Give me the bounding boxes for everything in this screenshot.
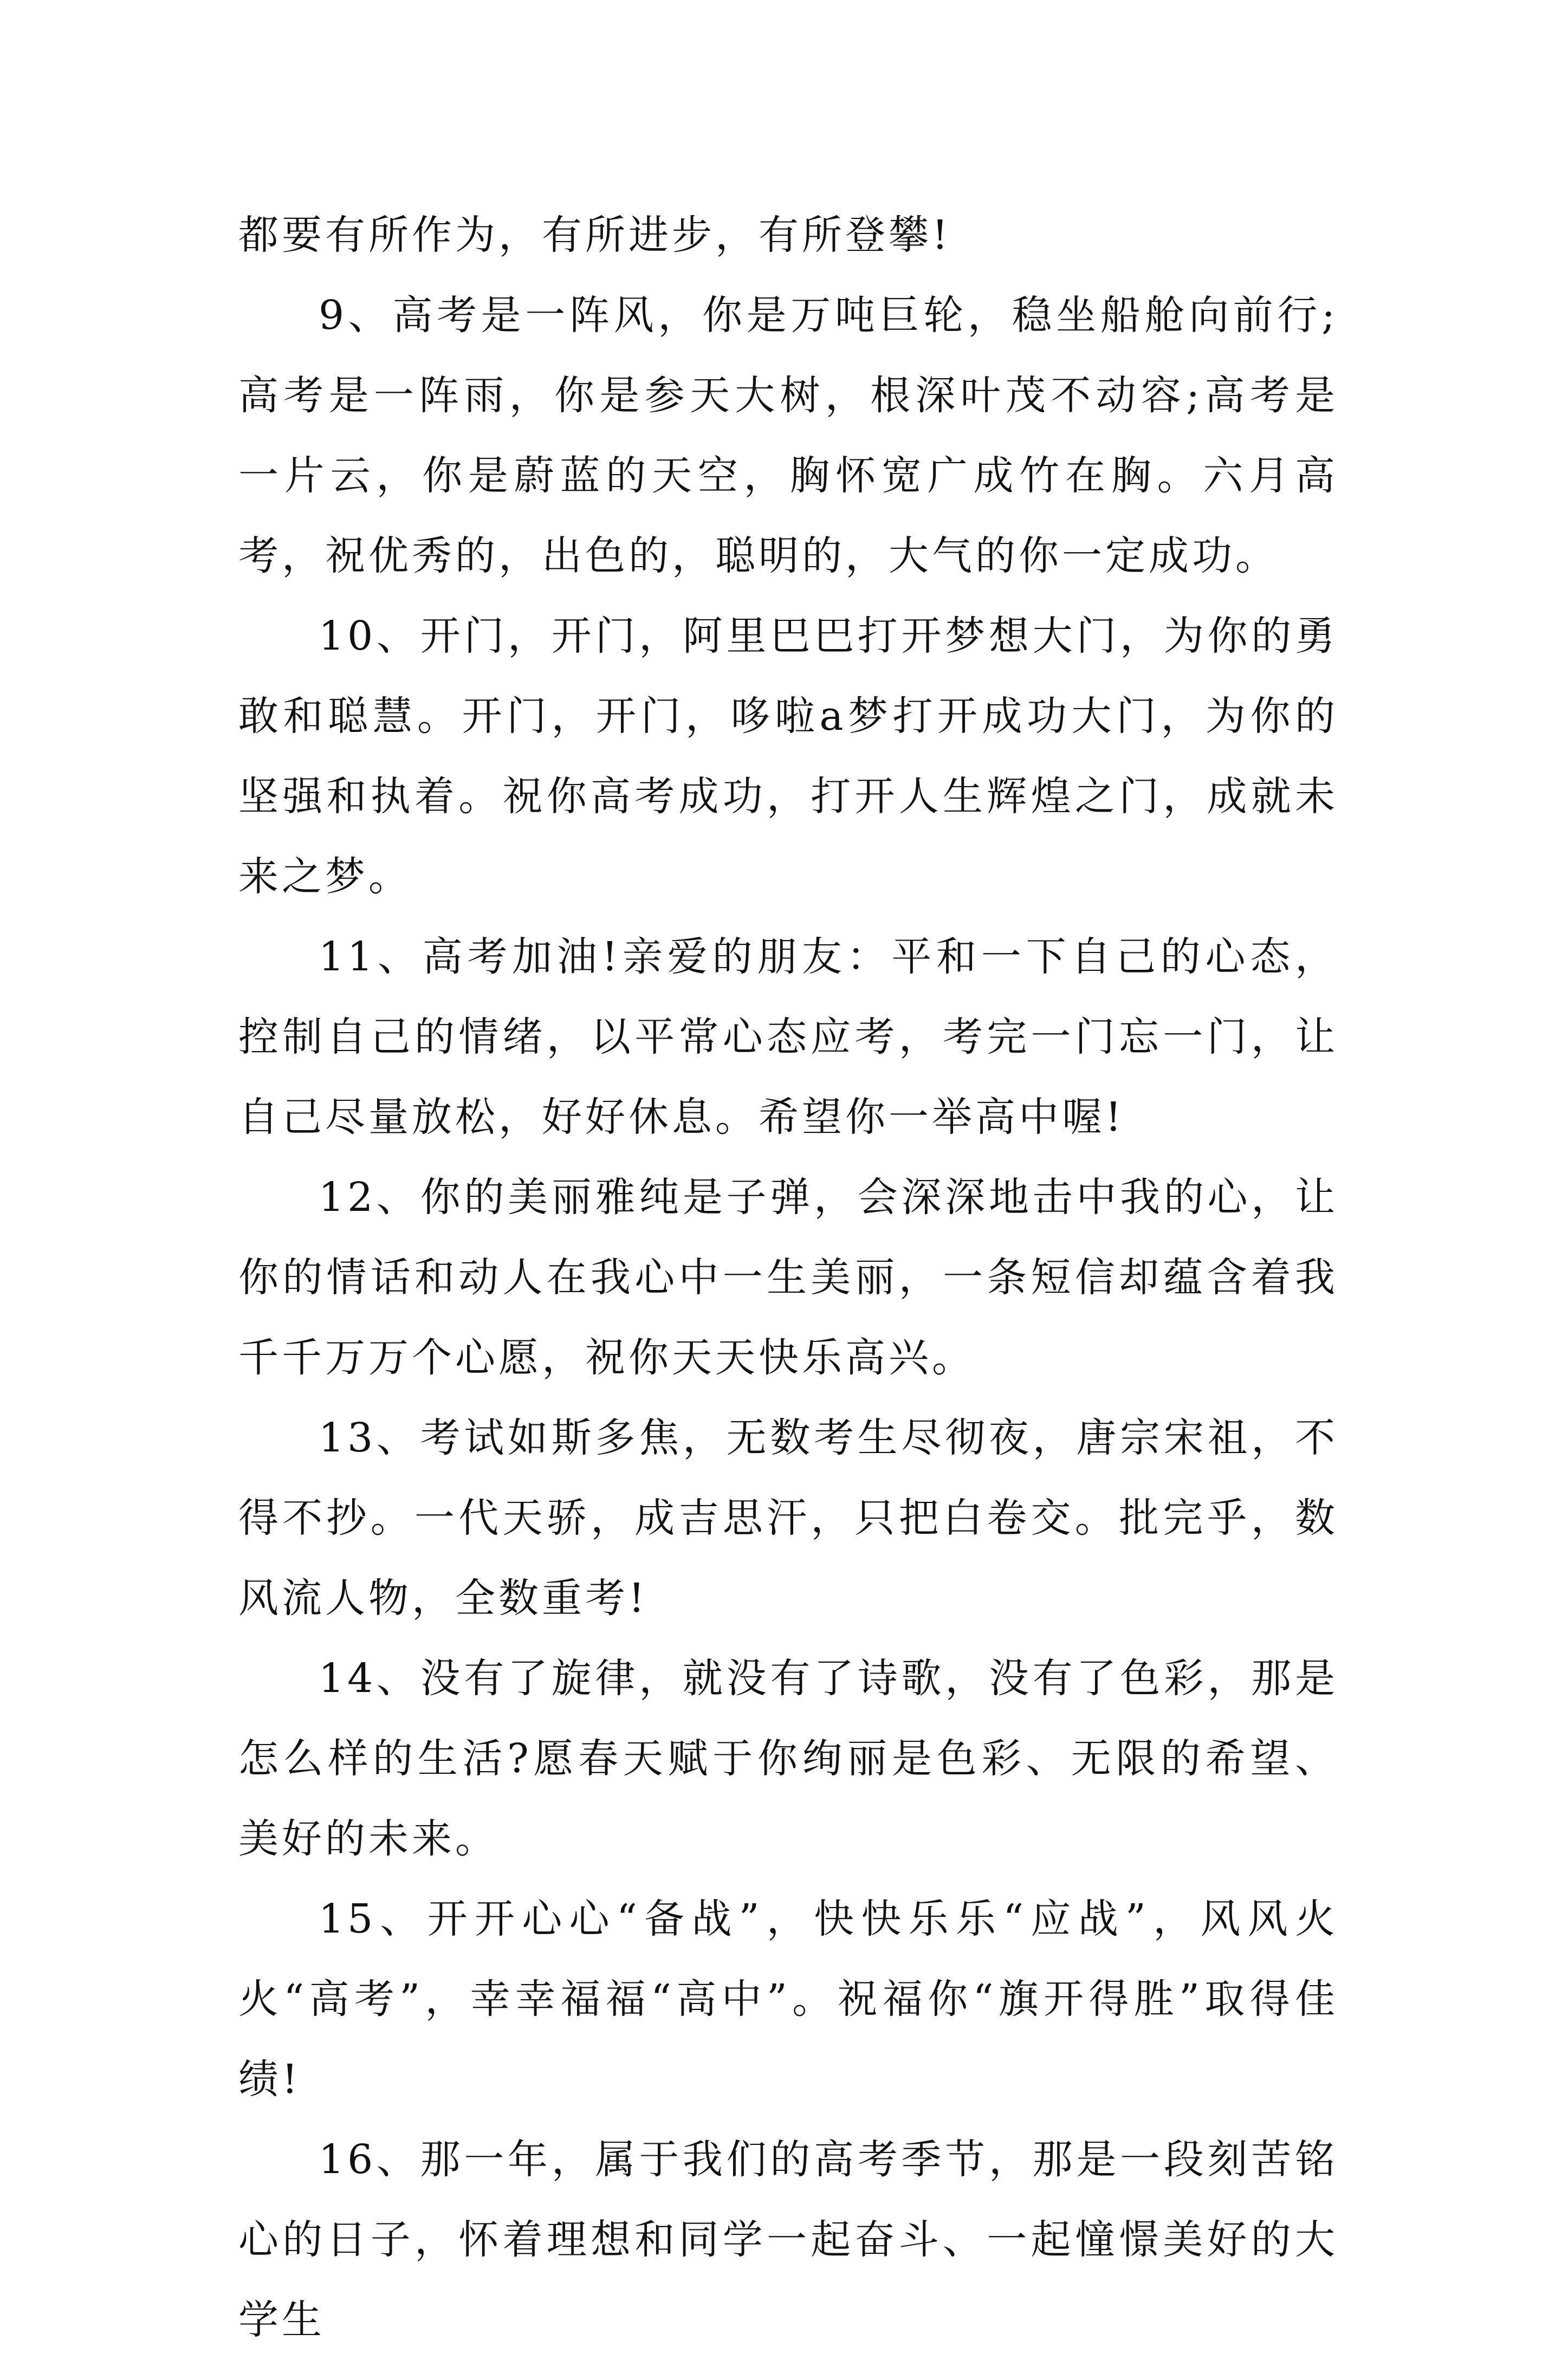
document-body — [238, 195, 1338, 2360]
paragraph-item-11: 11、高考加油!亲爱的朋友：平和一下自己的心态，控制自己的情绪，以平常心态应考，考完一门忘一门，让自己尽量放松，好好休息。希望你一举高中喔! — [238, 933, 1338, 1140]
paragraph-item-15: 15、开开心心“备战”，快快乐乐“应战”，风风火火“高考”，幸幸福福“高中”。祝福你“旗开得胜”取得佳绩! — [238, 1896, 1338, 2103]
paragraph-item-16: 16、那一年，属于我们的高考季节，那是一段刻苦铭心的日子，怀着理想和同学一起奋斗、一起憧憬美好的大学生 — [238, 2136, 1338, 2343]
paragraph-continuation: 都要有所作为，有所进步，有所登攀! — [238, 212, 951, 258]
paragraph-item-12: 12、你的美丽雅纯是子弹，会深深地击中我的心，让你的情话和动人在我心中一生美丽，一条短信却蕴含着我千千万万个心愿，祝你天天快乐高兴。 — [238, 1174, 1338, 1381]
paragraph-item-10: 10、开门，开门，阿里巴巴打开梦想大门，为你的勇敢和聪慧。开门，开门，哆啦a梦打开成功大门，为你的坚强和执着。祝你高考成功，打开人生辉煌之门，成就未来之梦。 — [238, 613, 1338, 900]
paragraph-item-13: 13、考试如斯多焦，无数考生尽彻夜，唐宗宋祖，不得不抄。一代天骄，成吉思汗，只把白卷交。批完乎，数风流人物，全数重考! — [238, 1415, 1338, 1622]
paragraph-item-9: 9、高考是一阵风，你是万吨巨轮，稳坐船舱向前行;高考是一阵雨，你是参天大树，根深叶茂不动容;高考是一片云，你是蔚蓝的天空，胸怀宽广成竹在胸。六月高考，祝优秀的，出色的，聪明的，大气的你一定成功。 — [238, 292, 1338, 579]
paragraph-item-14: 14、没有了旋律，就没有了诗歌，没有了色彩，那是怎么样的生活?愿春天赋于你绚丽是色彩、无限的希望、美好的未来。 — [238, 1655, 1338, 1862]
